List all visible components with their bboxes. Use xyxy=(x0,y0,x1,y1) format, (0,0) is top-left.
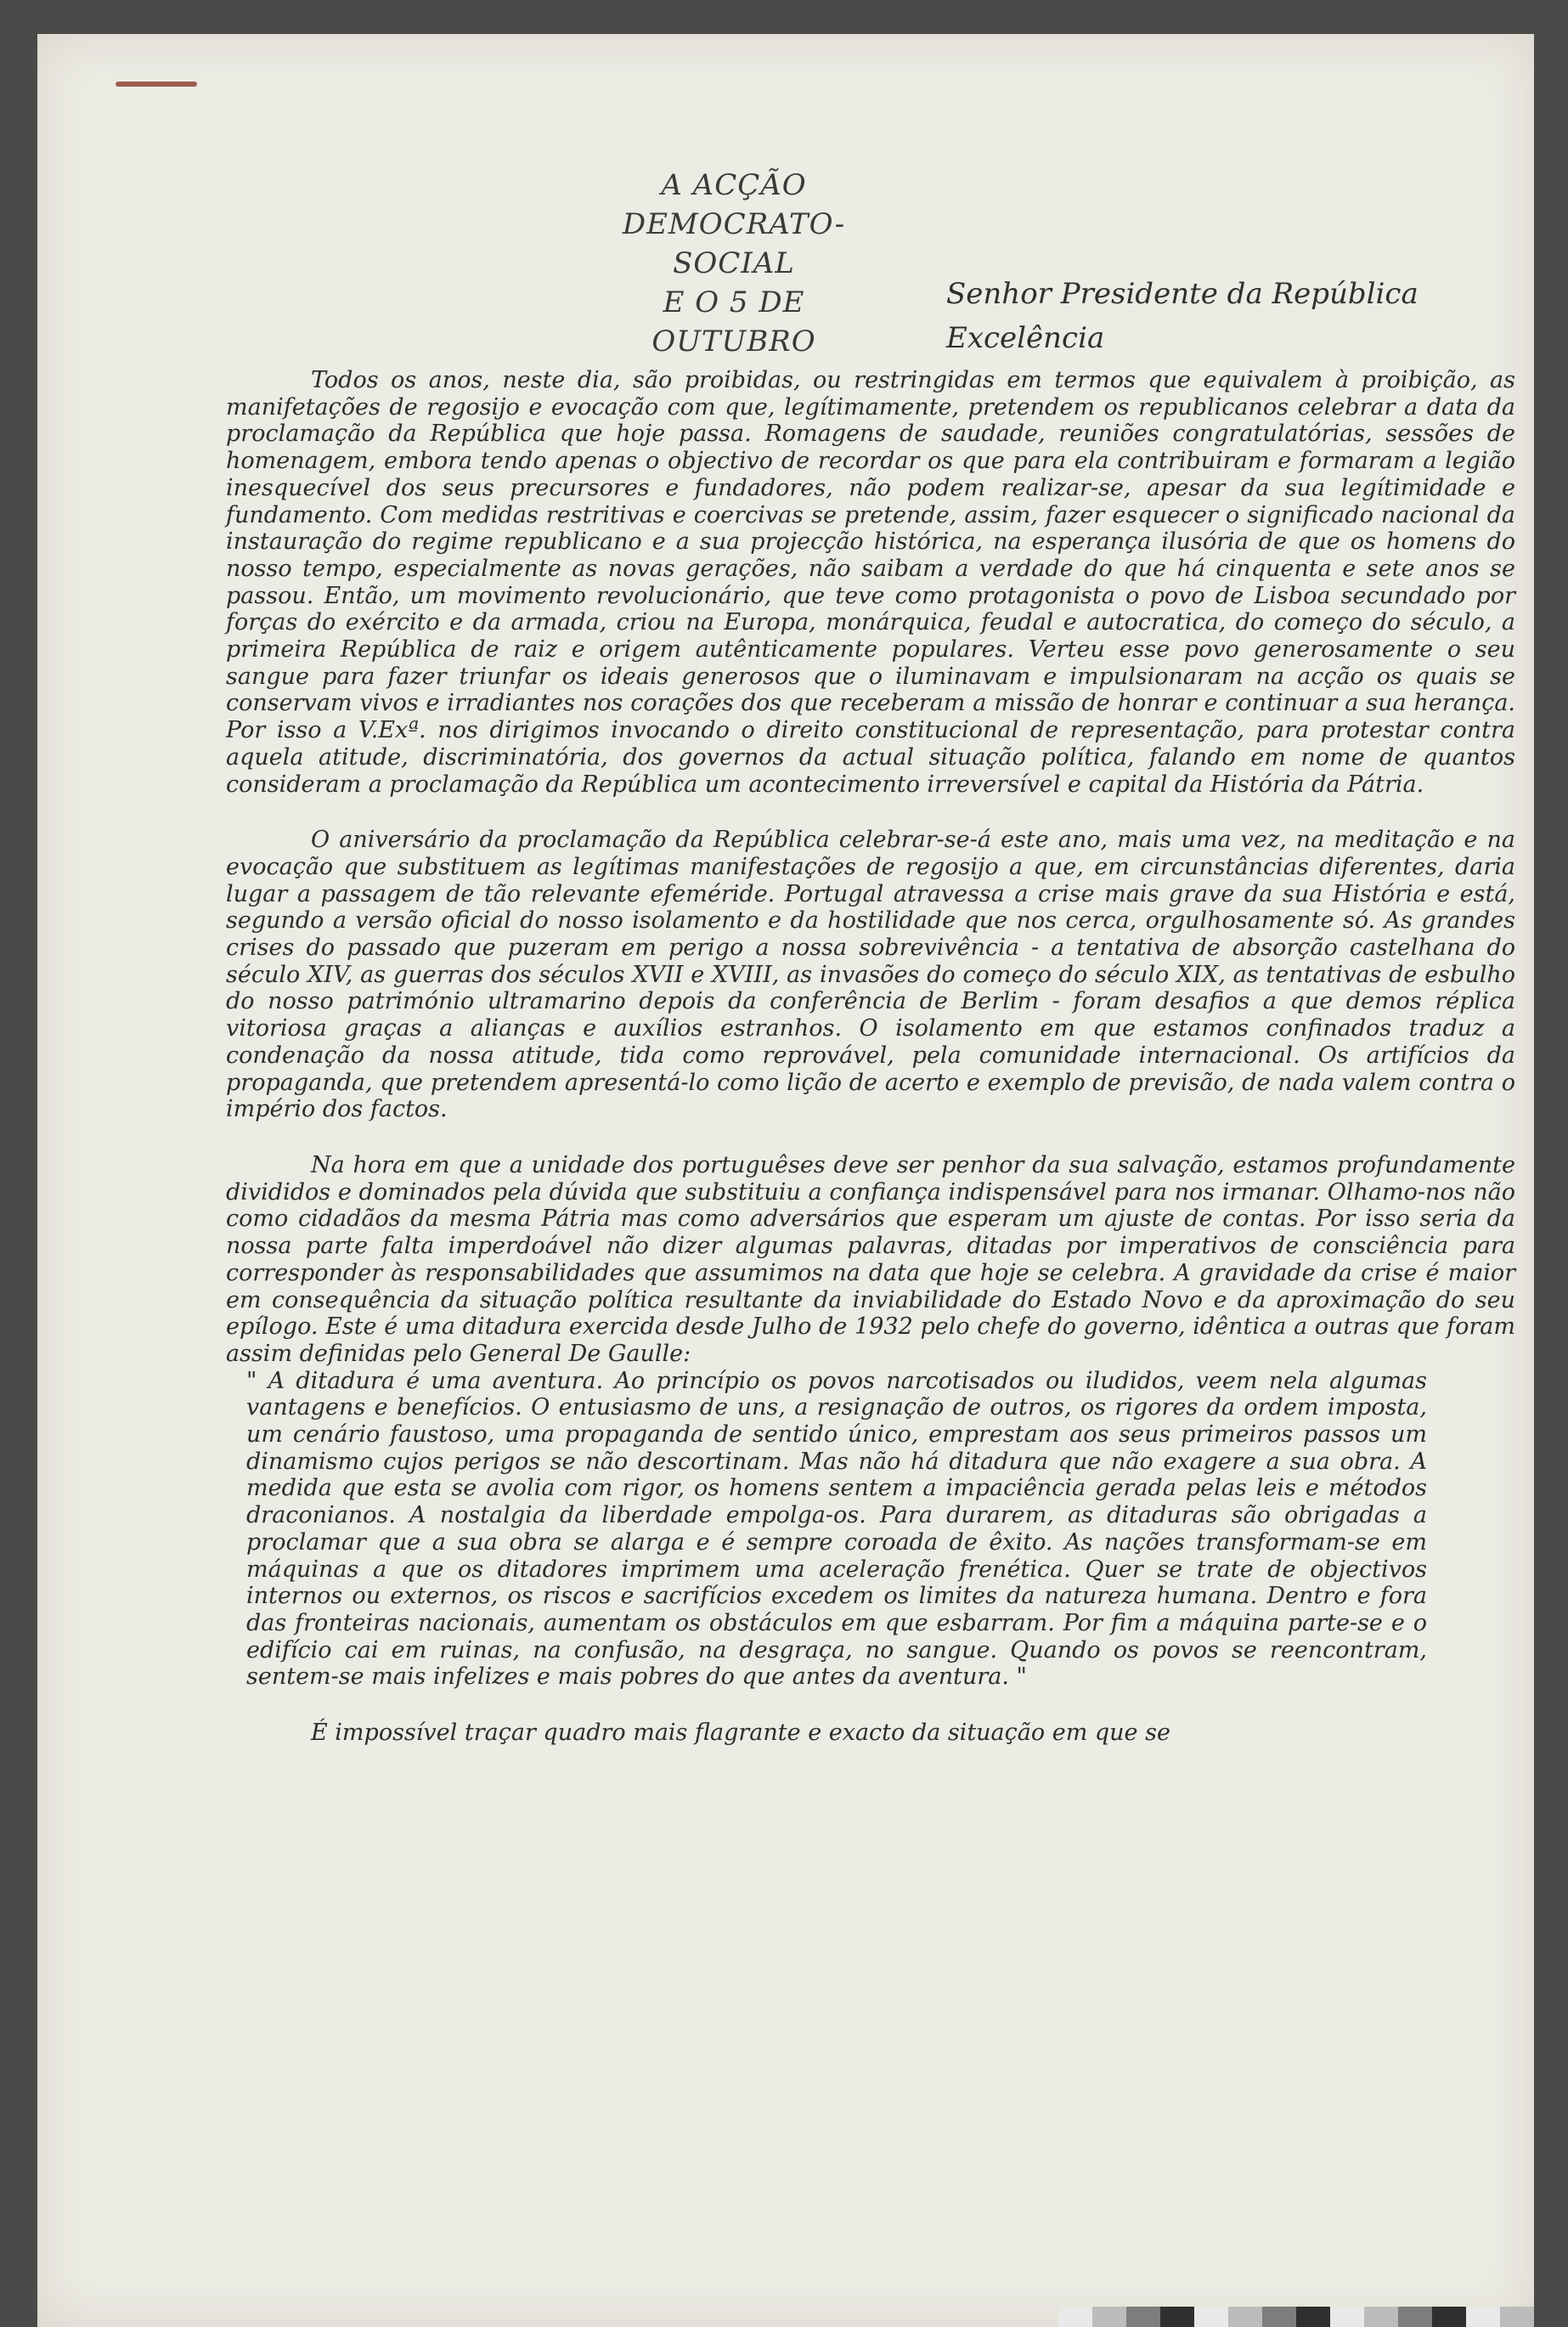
red-ink-mark xyxy=(116,82,197,87)
paragraph-3: Na hora em que a unidade dos portuguêses deve ser penhor da sua salvação, estamos profundamente divididos e dominados pela dúvida que substituiu a confiança indispensável para nos irmanar. Olhamo-nos não como cidadãos da mesma Pátria mas como adversários que esperam um ajuste de contas. Por isso seria da nossa parte falta imperdoável não dizer algumas palavras, ditadas por imperativos de consciência para corresponder às responsabilidades que assumimos na data que hoje se celebra. A gravidade da crise é maior em consequência da situação política resultante da inviabilidade do Estado Novo e da aproximação do seu epílogo. Este é uma ditadura exercida desde Julho de 1932 pelo chefe do governo, idêntica a outras que foram assim definidas pelo General De Gaulle: xyxy=(226,1151,1515,1367)
salutation-line-1: Senhor Presidente da República xyxy=(946,277,1419,311)
paragraph-1: Todos os anos, neste dia, são proibidas, ou restringidas em termos que equivalem à proibição, as manifetações de regosijo e evocação com que, legítimamente, pretendem os republicanos celebrar a data da proclamação da República que hoje passa. Romagens de saudade, reuniões congratulatórias, sessões de homenagem, embora tendo apenas o objectivo de recordar os que para ela contribuiram e formaram a legião inesquecível dos seus precursores e fundadores, não podem realizar-se, apesar da sua legítimidade e fundamento. Com medidas restritivas e coercivas se pretende, assim, fazer esquecer o significado nacional da instauração do regime republicano e a sua projecção histórica, na esperança ilusória de que os homens do nosso tempo, especialmente as novas gerações, não saibam a verdade do que há cinquenta e sete anos se passou. Então, um movimento revolucionário, que teve como protagonista o povo de Lisboa secundado por forças do exército e da armada, criou na Europa, monárquica, feudal e autocratica, do começo do século, a primeira República de raiz e origem autênticamente populares. Verteu esse povo generosamente o seu sangue para fazer triunfar os ideais generosos que o iluminavam e impulsionaram na acção os quais se conservam vivos e irradiantes nos corações dos que receberam a missão de honrar e continuar a sua herança. Por isso a V.Exª. nos dirigimos invocando o direito constitucional de representação, para protestar contra aquela atitude, discriminatória, dos governos da actual situação política, falando em nome de quantos consideram a proclamação da República um acontecimento irreversível e capital da História da Pátria. xyxy=(226,367,1515,798)
salutation xyxy=(946,272,1419,360)
salutation-line-2: Excelência xyxy=(946,321,1105,355)
closing-line: É impossível traçar quadro mais flagrante e exacto da situação em que se xyxy=(311,1720,1170,1747)
document-body xyxy=(226,367,1515,1747)
paragraph-2: O aniversário da proclamação da República celebrar-se-á este ano, mais uma vez, na meditação e na evocação que substituem as legítimas manifestações de regosijo a que, em circunstâncias diferentes, daria lugar a passagem de tão relevante efeméride. Portugal atravessa a crise mais grave da sua História e está, segundo a versão oficial do nosso isolamento e da hostilidade que nos cerca, orgulhosamente só. As grandes crises do passado que puzeram em perigo a nossa sobrevivência - a tentativa de absorção castelhana do século XIV, as guerras dos séculos XVII e XVIII, as invasões do começo do século XIX, as tentativas de esbulho do nosso património ultramarino depois da conferência de Berlim - foram desafios a que demos réplica vitoriosa graças a alianças e auxílios estranhos. O isolamento em que estamos confinados traduz a condenação da nossa atitude, tida como reprovável, pela comunidade internacional. Os artifícios da propaganda, que pretendem apresentá-lo como lição de acerto e exemplo de previsão, de nada valem contra o império dos factos. xyxy=(226,827,1515,1123)
document-title xyxy=(581,166,887,361)
title-line-2: E O 5 DE OUTUBRO xyxy=(651,285,816,359)
title-line-1: A ACÇÃO DEMOCRATO-SOCIAL xyxy=(622,168,846,280)
document-page xyxy=(37,34,1534,2327)
quotation-block: " A ditadura é uma aventura. Ao princípio os povos narcotisados ou iludidos, veem nela algumas vantagens e benefícios. O entusiasmo de uns, a resignação de outros, os rigores da ordem imposta, um cenário faustoso, uma propaganda de sentido único, emprestam aos seus primeiros passos um dinamismo cujos perigos se não descortinam. Mas não há ditadura que não exagere a sua obra. A medida que esta se avolia com rigor, os homens sentem a impaciência gerada pelas leis e métodos draconianos. A nostalgia da liberdade empolga-os. Para durarem, as ditaduras são obrigadas a proclamar que a sua obra se alarga e é sempre coroada de êxito. As nações transformam-se em máquinas a que os ditadores imprimem uma aceleração frenética. Quer se trate de objectivos internos ou externos, os riscos e sacrifícios excedem os limites da natureza humana. Dentro e fora das fronteiras nacionais, aumentam os obstáculos em que esbarram. Por fim a máquina parte-se e o edifício cai em ruinas, na confusão, na desgraça, no sangue. Quando os povos se reencontram, sentem-se mais infelizes e mais pobres do que antes da aventura. " xyxy=(246,1367,1427,1691)
scan-calibration-strip xyxy=(1058,2307,1534,2327)
